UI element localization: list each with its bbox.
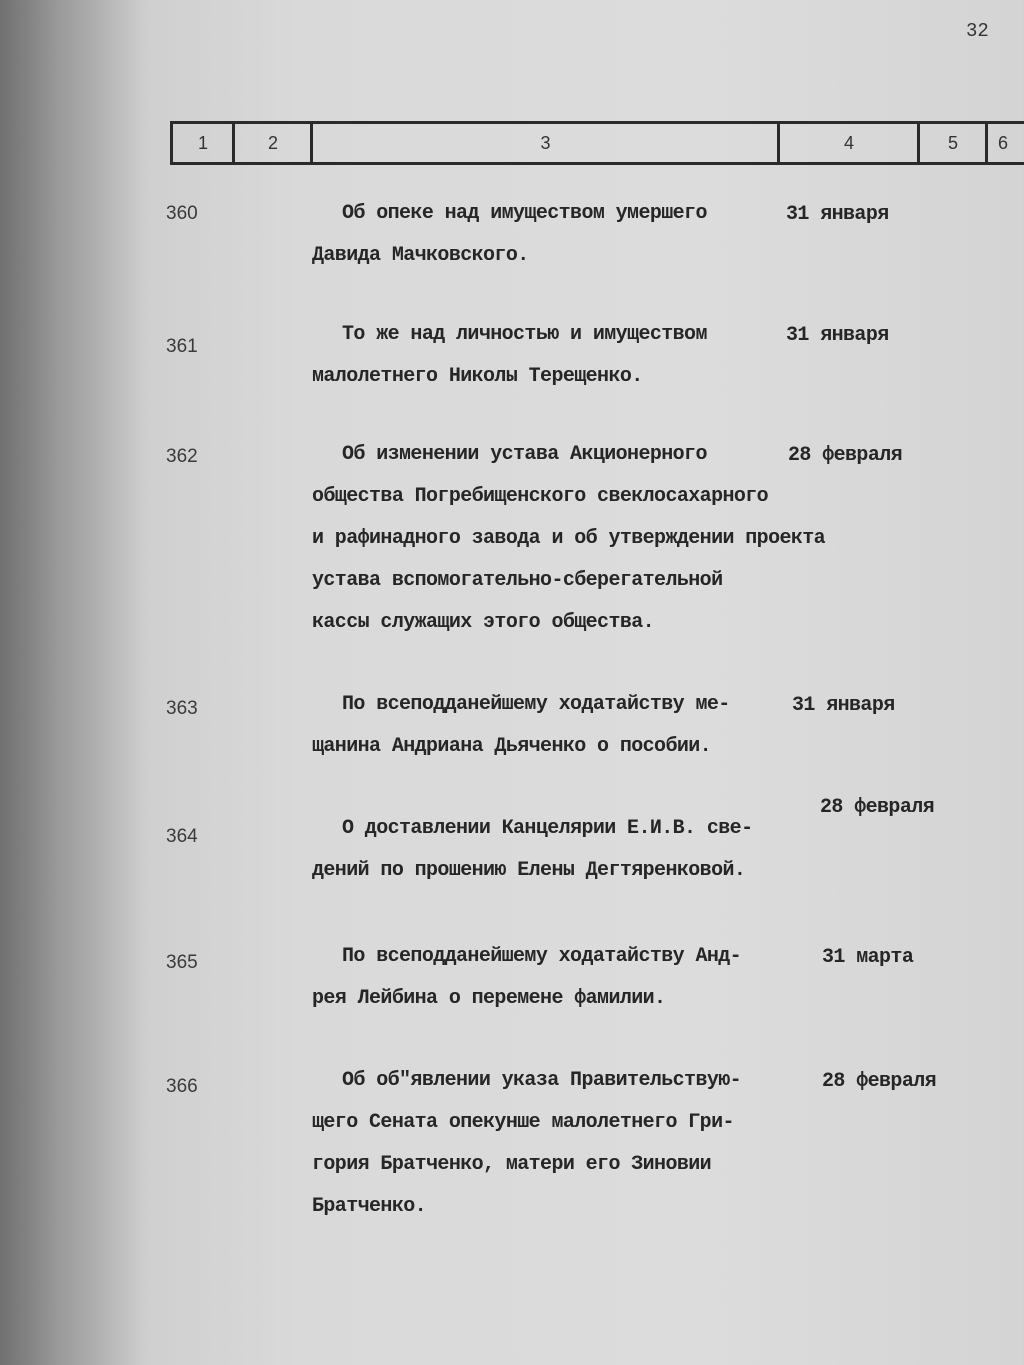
entry-text: [312, 1060, 792, 1228]
entry-line: Братченко.: [312, 1195, 427, 1218]
entry-line: О доставлении Канцелярии Е.И.В. све-: [342, 817, 753, 840]
entry-date: 28 февраля: [820, 796, 935, 819]
header-col-5: 5: [947, 133, 958, 153]
page-number: 32: [966, 20, 989, 42]
entry-line: щего Сената опекунше малолетнего Гри-: [312, 1111, 734, 1134]
entry-text: [312, 314, 792, 398]
entry-date: 31 января: [786, 203, 889, 226]
header-col-1: 1: [197, 133, 208, 153]
header-col-2: 2: [267, 133, 278, 153]
header-col-4: 4: [843, 133, 854, 153]
entry-line: общества Погребищенского свеклосахарного: [312, 485, 769, 508]
entry-number: 361: [166, 336, 198, 357]
header-col-6: 6: [997, 133, 1008, 153]
entry-line: кассы служащих этого общества.: [312, 611, 655, 634]
entry-number: 365: [166, 952, 198, 973]
entry-date: 31 января: [792, 694, 895, 717]
entry-line: щанина Андриана Дьяченко о пособии.: [312, 735, 712, 758]
entry-text: [312, 808, 792, 892]
entry-line: По всеподданейшему ходатайству Анд-: [342, 945, 742, 968]
entry-line: устава вспомогательно-сберегательной: [312, 569, 723, 592]
entry-line: гория Братченко, матери его Зиновии: [312, 1153, 712, 1176]
entry-line: Об об"явлении указа Правительствую-: [342, 1069, 742, 1092]
entry-text: [312, 193, 792, 277]
entry-line: рея Лейбина о перемене фамилии.: [312, 987, 666, 1010]
entry-date: 31 марта: [822, 946, 914, 969]
entry-line: Давида Мачковского.: [312, 244, 529, 267]
entry-line: Об изменении устава Акционерного: [342, 443, 707, 466]
entry-text: [312, 936, 792, 1020]
entry-line: То же над личностью и имуществом: [342, 323, 707, 346]
entry-date: 28 февраля: [822, 1070, 937, 1093]
entry-number: 366: [166, 1076, 198, 1097]
table-header: [170, 121, 1024, 165]
entry-number: 362: [166, 446, 198, 467]
header-col-3: 3: [540, 133, 551, 153]
entry-line: дений по прошению Елены Дегтяренковой.: [312, 859, 746, 882]
entry-date: 31 января: [786, 324, 889, 347]
entry-date: 28 февраля: [788, 444, 903, 467]
entry-number: 363: [166, 698, 198, 719]
entry-number: 364: [166, 826, 198, 847]
entry-line: Об опеке над имуществом умершего: [342, 202, 707, 225]
entry-text: [312, 434, 826, 644]
entry-line: малолетнего Николы Терещенко.: [312, 365, 643, 388]
entry-line: и рафинадного завода и об утверждении проекта: [312, 527, 826, 550]
page-shadow: [0, 0, 150, 1365]
entry-line: По всеподданейшему ходатайству ме-: [342, 693, 730, 716]
entry-text: [312, 684, 792, 768]
entry-number: 360: [166, 203, 198, 224]
